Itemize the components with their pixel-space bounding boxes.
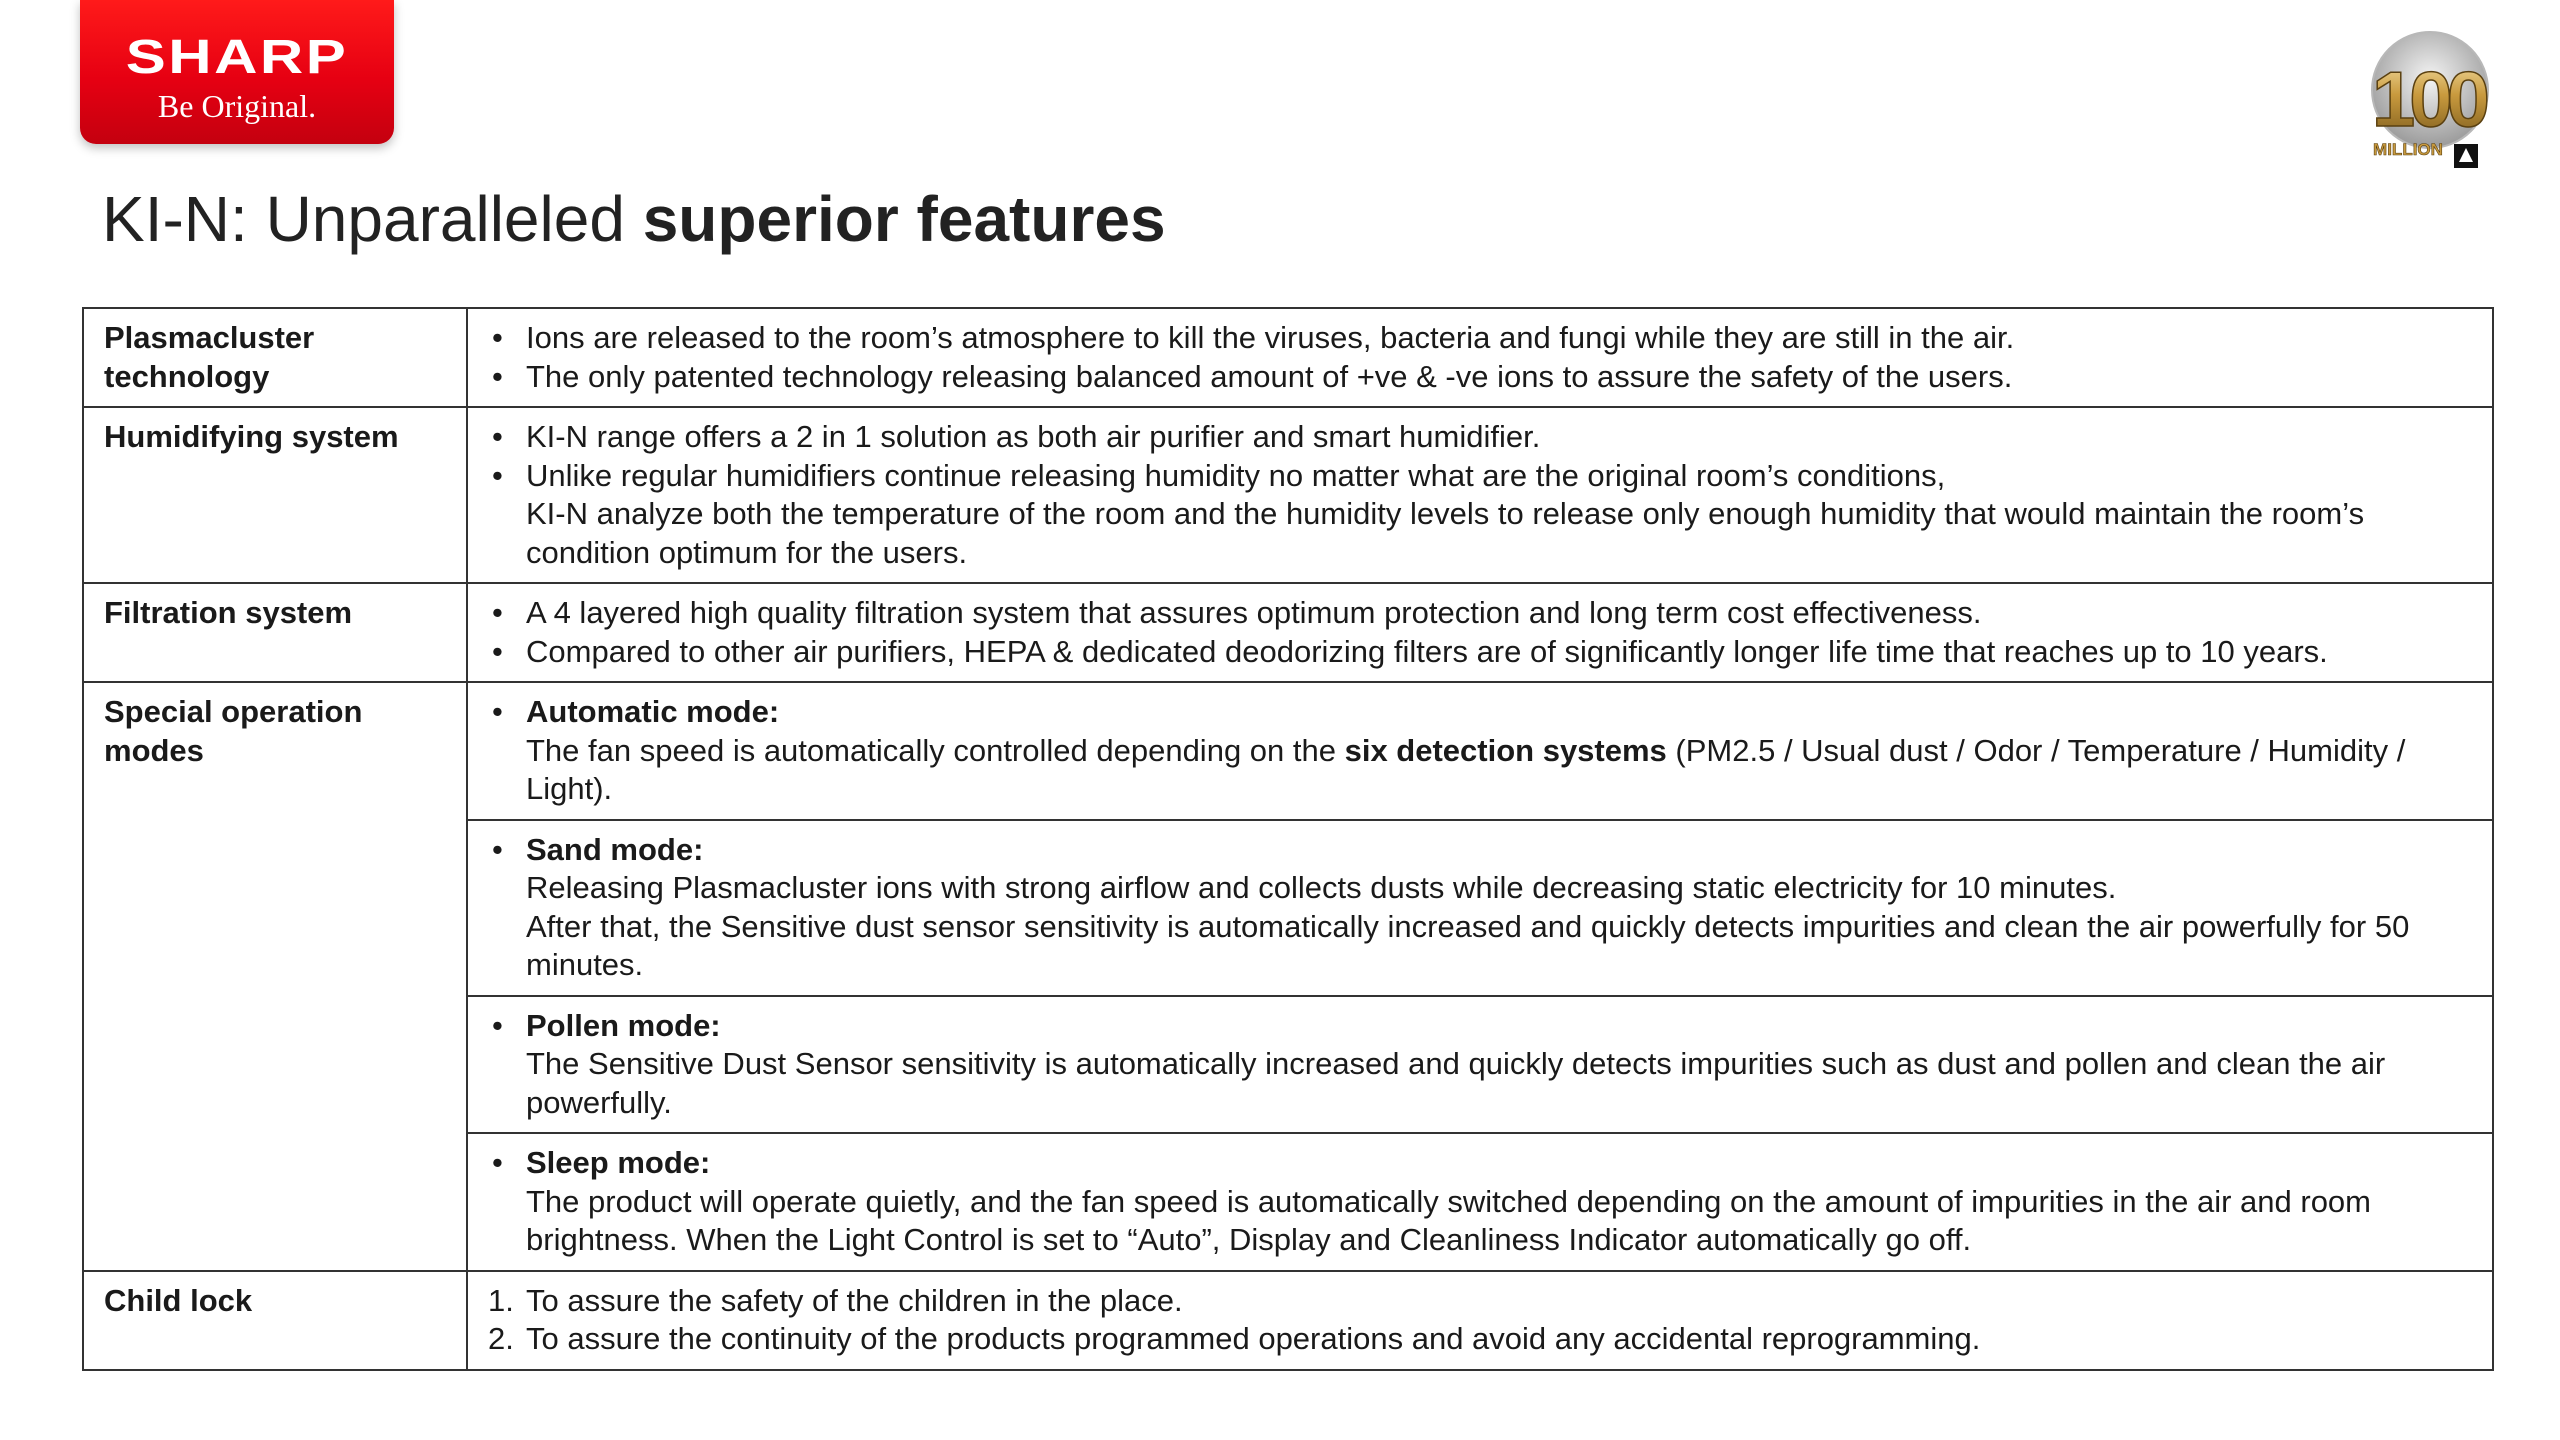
page-title [102,182,1166,256]
row-label: Humidifying system [83,407,467,583]
numbered-list [488,1282,2478,1359]
numbered-item [488,1320,2478,1359]
bullet-item [488,457,2478,573]
100-million-badge [2358,28,2498,173]
table-row [83,407,2493,583]
item-text: To assure the continuity of the products programmed operations and avoid any accidental reprogramming. [526,1321,1981,1356]
mode-text: Releasing Plasmacluster ions with strong airflow and collects dusts while decreasing static electricity for 10 minutes. [526,870,2117,905]
row-content [467,1271,2493,1370]
row-label: Filtration system [83,583,467,682]
bullet-text: Unlike regular humidifiers continue releasing humidity no matter what are the original room’s conditions, [526,457,1946,493]
mode-sand [467,820,2493,996]
bullet-item [488,1144,2478,1260]
sharp-logo [80,0,394,144]
bullet-list [488,693,2478,809]
mode-title: Sleep mode: [526,1145,711,1180]
mode-sleep [467,1133,2493,1271]
title-emphasis: superior features [642,183,1166,255]
table-row [83,308,2493,407]
mode-text-emphasis: six detection systems [1344,732,1667,768]
item-number: 2. [488,1321,514,1356]
mode-text: (PM2.5 / Usual dust / Odor / Temperature / Humidity / Light). [526,732,2406,806]
row-content [467,308,2493,407]
table-row [83,583,2493,682]
mode-title: Automatic mode: [526,694,780,729]
bullet-item [488,693,2478,809]
bullet-item: • Ions are released to the room’s atmosphere to kill the viruses, bacteria and fungi while they are still in the air. [488,319,2478,358]
bullet-item [488,831,2478,985]
mode-title: Pollen mode: [526,1007,721,1043]
bullet-item [488,1007,2478,1123]
row-label: Child lock [83,1271,467,1370]
mode-text: After that, the Sensitive dust sensor sensitivity is automatically increased and quickly detects impurities and clean the air powerfully for 50 minutes. [526,908,2410,982]
mode-automatic [467,682,2493,820]
mode-text: The fan speed is automatically controlled depending on the [526,732,1345,768]
sharp-logo-word: SHARP [125,31,349,84]
bullet-item: • A 4 layered high quality filtration system that assures optimum protection and long term cost effectiveness. [488,594,2478,633]
bullet-list [488,831,2478,985]
bullet-list [488,594,2478,671]
sharp-logo-tagline: Be Original. [157,88,317,124]
bullet-list [488,1007,2478,1123]
bullet-item: • Compared to other air purifiers, HEPA & dedicated deodorizing filters are of significantly longer life time that reaches up to 10 years. [488,633,2478,672]
badge-number: 100 [2371,55,2485,143]
row-content [467,583,2493,682]
bullet-item: • KI-N range offers a 2 in 1 solution as both air purifier and smart humidifier. [488,418,2478,457]
row-content [467,407,2493,583]
table-row [83,682,2493,820]
mode-text: The Sensitive Dust Sensor sensitivity is automatically increased and quickly detects impurities such as dust and pollen and clean the air powerfully. [526,1046,2386,1120]
table-row [83,1271,2493,1370]
features-table [82,307,2494,1371]
item-number: 1. [488,1282,514,1318]
mode-text: The product will operate quietly, and the fan speed is automatically switched depending on the amount of impurities in the air and room brightness. When the Light Control is set to “Auto”, Display and Cleanliness Indicator automatically go off. [526,1183,2371,1257]
bullet-list [488,418,2478,572]
bullet-list [488,319,2478,396]
mode-pollen [467,996,2493,1134]
bullet-continuation: KI-N analyze both the temperature of the room and the humidity levels to release only enough humidity that would maintain the room’s condition optimum for the users. [526,496,2365,570]
row-label: Plasmacluster technology [83,308,467,407]
badge-label: MILLION [2373,140,2443,159]
numbered-item [488,1282,2478,1321]
title-prefix: KI-N: Unparalleled [102,183,643,255]
row-label: Special operation modes [83,682,467,1271]
mode-title: Sand mode: [526,831,704,867]
bullet-item: • The only patented technology releasing balanced amount of +ve & -ve ions to assure the safety of the users. [488,358,2478,397]
item-text: To assure the safety of the children in the place. [526,1282,1183,1318]
bullet-list [488,1144,2478,1260]
